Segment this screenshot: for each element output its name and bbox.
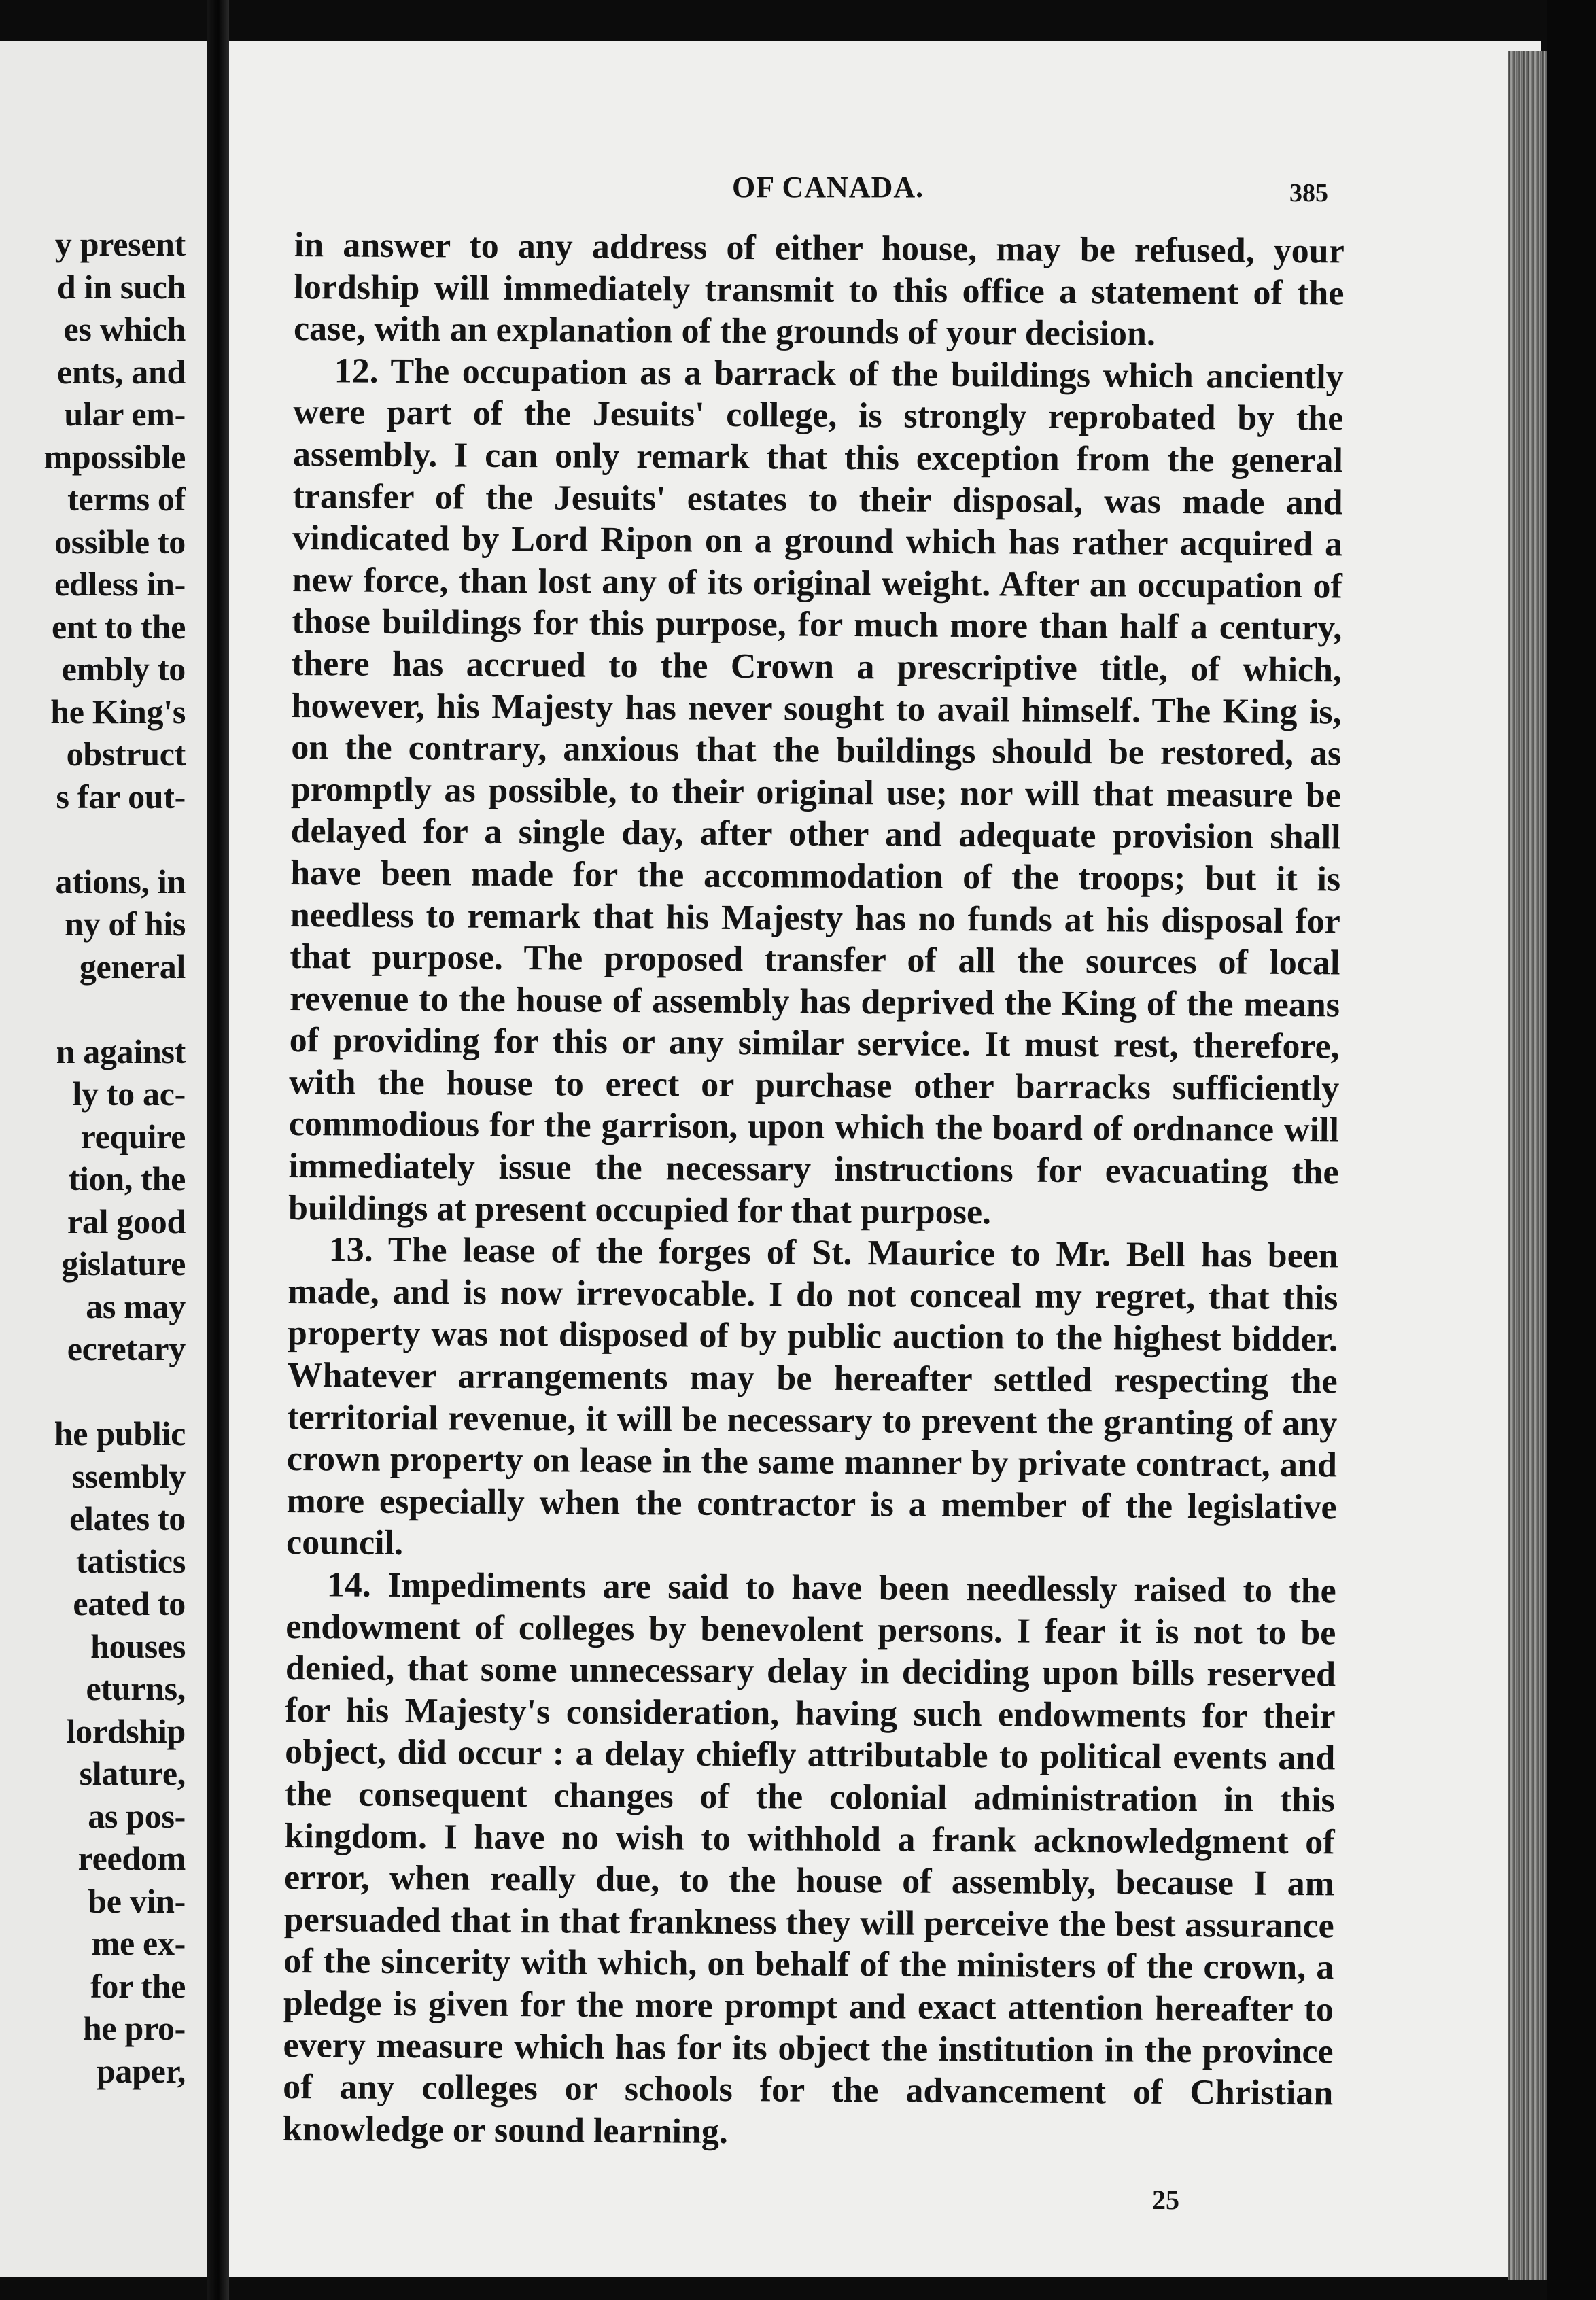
left-page-line: ny of his <box>65 905 186 943</box>
left-page-line <box>0 818 186 860</box>
left-page-line: obstruct <box>66 735 186 773</box>
left-page-line: reedom <box>77 1839 186 1877</box>
paragraph-12: 12. The occupation as a barrack of the buildings which anciently were part of the Jesuits' college, is strongly reprobated by the assembly. I can only remark that this exception from the general transfer of the Jesuits' estates to their disposal, was made and vindicated by Lord Ripon on a ground which has rather acquired a new force, than lost any of its original weight. After an occupation of those buildings for this purpose, for much more than half a century, there has accrued to the Crown a prescriptive title, of which, however, his Majesty has never sought to avail himself. The King is, on the contrary, anxious that the buildings should be restored, as promptly as possible, to their original use; nor will that measure be delayed for a single day, after other and adequate provision shall have been made for the accommodation of the troops; but it is needless to remark that his Majesty has no funds at his disposal for that purpose. The proposed transfer of all the sources of local revenue to the house of assembly has deprived the King of the means of providing for this or any similar service. It must rest, therefore, with the house to erect or purchase other barracks sufficiently commodious for the garrison, upon which the board of ordnance will immediately issue the necessary instructions for evacuating the buildings at present occupied for that purpose. <box>288 351 1344 1232</box>
running-head: OF CANADA. <box>732 171 924 204</box>
left-page-line: terms of <box>67 480 186 518</box>
left-page-line: es which <box>63 310 186 348</box>
left-page-line: ular em- <box>64 395 186 433</box>
left-page-line: y present <box>54 225 186 263</box>
scan-border <box>1547 0 1596 2300</box>
page-header <box>229 170 1541 217</box>
left-page-line: ossible to <box>54 522 186 561</box>
left-page-line: as may <box>86 1287 186 1325</box>
left-page-line: ly to ac- <box>72 1075 186 1113</box>
left-page-line: ations, in <box>55 862 186 901</box>
left-page-line: ents, and <box>56 352 186 391</box>
left-page-line: as pos- <box>88 1796 186 1835</box>
paragraph-13: 13. The lease of the forges of St. Maurice to Mr. Bell has been made, and is now irrevocable. I do not conceal my regret, that this property was not disposed of by public auction to the highest bidder. Whatever arrangements may be hereafter settled respecting the territorial revenue, it will be necessary to prevent the granting of any crown property on lease in the same manner by private contract, and more especially when the contractor is a member of the legislative council. <box>285 1230 1338 1563</box>
left-page-line: tion, the <box>68 1160 186 1198</box>
left-page-line: gislature <box>61 1244 186 1283</box>
paragraph-continuation: in answer to any address of either house, may be refused, your lordship will immediately transmit to this office a statement of the case, with an explanation of the grounds of your decision. <box>293 225 1345 353</box>
left-page-line <box>0 1370 186 1413</box>
body-text <box>283 224 1345 2157</box>
left-page-line: be vin- <box>88 1881 186 1920</box>
left-page-line: houses <box>90 1626 186 1665</box>
page-edge-stack <box>1508 51 1547 2280</box>
left-page-line: ral good <box>67 1202 186 1240</box>
left-page-line: paper, <box>96 2051 186 2090</box>
left-page-line: he public <box>54 1414 186 1452</box>
left-page-line: mpossible <box>44 437 186 476</box>
left-facing-page <box>0 41 207 2277</box>
left-page-line: eturns, <box>86 1669 186 1707</box>
left-page-line: elates to <box>69 1499 186 1537</box>
left-page-line: ssembly <box>71 1457 186 1495</box>
page-number: 385 <box>1289 179 1328 207</box>
left-page-line: n against <box>56 1032 186 1070</box>
left-page-line <box>0 988 186 1030</box>
left-page-line: eated to <box>73 1584 186 1622</box>
left-page-line: ecretary <box>67 1329 186 1367</box>
left-page-line: for the <box>90 1966 186 2005</box>
left-page-line: slature, <box>79 1754 186 1792</box>
left-page-line: d in such <box>56 267 186 306</box>
left-page-line: general <box>79 947 186 986</box>
left-page-line: ent to the <box>52 607 186 646</box>
left-page-line: he King's <box>50 692 186 731</box>
left-page-line: tatistics <box>75 1541 186 1580</box>
left-page-line: he pro- <box>82 2009 186 2047</box>
signature-mark: 25 <box>1152 2184 1179 2215</box>
left-page-text <box>0 223 186 2092</box>
main-page <box>229 41 1541 2277</box>
left-page-line: s far out- <box>56 777 186 816</box>
book-gutter <box>207 0 229 2300</box>
left-page-line: me ex- <box>91 1924 186 1962</box>
left-page-line: edless in- <box>54 565 186 603</box>
left-page-line: embly to <box>61 650 186 688</box>
left-page-line: lordship <box>66 1711 186 1750</box>
paragraph-14: 14. Impediments are said to have been needlessly raised to the endowment of colleges by benevolent persons. I fear it is not to be denied, that some unnecessary delay in deciding upon bills reserved for his Majesty's consideration, having such endowments for their object, did occur : a delay chiefly attributable to political events and the consequent changes of the colonial administration in this kingdom. I have no wish to withhold a frank acknowledgment of error, when really due, to the house of assembly, because I am persuaded that in that frankness they will perceive the best assurance of the sincerity with which, on behalf of the ministers of the crown, a pledge is given for the more prompt and exact attention hereafter to every measure which has for its object the institution in the province of any colleges or schools for the advancement of Christian knowledge or sound learning. <box>282 1565 1336 2151</box>
left-page-line: require <box>80 1117 186 1155</box>
